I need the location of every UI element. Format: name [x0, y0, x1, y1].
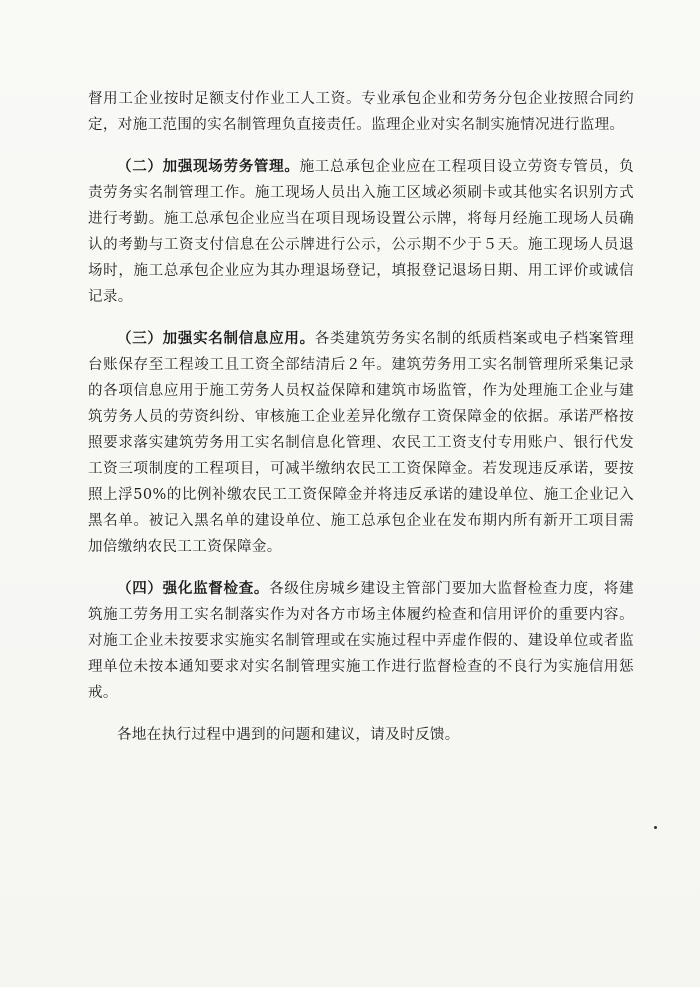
paragraph-heading: （二）加强现场劳务管理。 — [117, 158, 300, 175]
paragraph-heading: （三）加强实名制信息应用。 — [117, 330, 315, 347]
paragraph-text: 各类建筑劳务实名制的纸质档案或电子档案管理台账保存至工程竣工且工资全部结清后２年。建筑劳务用工实名制管理所采集记录的各项信息应用于施工劳务人员权益保障和建筑市场监管，作为处理施工企业与建筑劳务人员的劳资纠纷、审核施工企业差异化缴存工资保障金的依据。承诺严格按照要求落实建筑劳务用工实名制信息化管理、农民工工资支付专用账户、银行代发工资三项制度的工程项目，可减半缴纳农民工工资保障金。若发现违反承诺，要按照上浮50%的比例补缴农民工工资保障金并将违反承诺的建设单位、施工企业记入黑名单。被记入黑名单的建设单位、施工总承包企业在发布期内所有新开工项目需加倍缴纳农民工工资保障金。 — [88, 331, 634, 555]
paragraph-text: 督用工企业按时足额支付作业工人工资。专业承包企业和劳务分包企业按照合同约定，对施工范围的实名制管理负直接责任。监理企业对实名制实施情况进行监理。 — [88, 91, 634, 133]
paragraph-heading: （四）强化监督检查。 — [117, 580, 270, 597]
document-body — [88, 86, 634, 764]
paragraph-site-labor-management — [88, 154, 634, 310]
paragraph-feedback — [88, 722, 634, 748]
paragraph-text: 各地在执行过程中遇到的问题和建议，请及时反馈。 — [117, 727, 460, 743]
paragraph-supervision — [88, 576, 634, 706]
paragraph-info-application — [88, 326, 634, 560]
scan-speck — [654, 826, 657, 829]
paragraph-text: 施工总承包企业应在工程项目设立劳资专管员，负责劳务实名制管理工作。施工现场人员出入施工区域必须刷卡或其他实名识别方式进行考勤。施工总承包企业应当在项目现场设置公示牌，将每月经施工现场人员确认的考勤与工资支付信息在公示牌进行公示，公示期不少于５天。施工现场人员退场时，施工总承包企业应为其办理退场登记，填报登记退场日期、用工评价或诚信记录。 — [88, 159, 634, 305]
paragraph-text: 各级住房城乡建设主管部门要加大监督检查力度，将建筑施工劳务用工实名制落实作为对各方市场主体履约检查和信用评价的重要内容。对施工企业未按要求实施实名制管理或在实施过程中弄虚作假的、建设单位或者监理单位未按本通知要求对实名制管理实施工作进行监督检查的不良行为实施信用惩戒。 — [88, 581, 634, 701]
paragraph-continuation — [88, 86, 634, 138]
